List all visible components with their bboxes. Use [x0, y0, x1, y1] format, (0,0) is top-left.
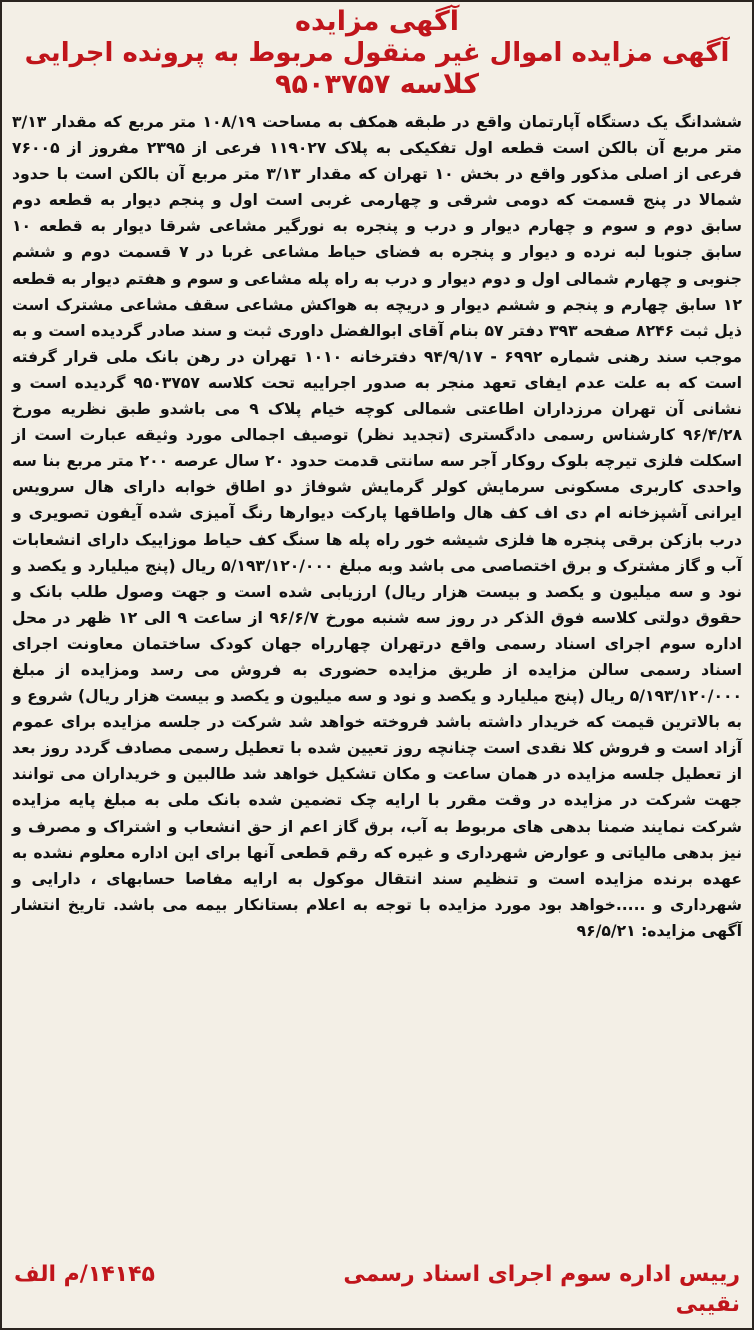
signatory-title: رییس اداره سوم اجرای اسناد رسمی	[343, 1262, 740, 1287]
notice-body: ششدانگ یک دستگاه آپارتمان واقع در طبقه همکف به مساحت ۱۰۸/۱۹ متر مربع که مقدار ۳/۱۳ متر مربع آن بالکن است قطعه اول تفکیکی به پلاک ۱۱۹۰۲۷ فرعی از ۲۳۹۵ مفروز از ۷۶۰۰۵ فرعی از اصلی مذکور واقع در بخش ۱۰ تهران که مقدار ۳/۱۳ متر مربع آن بالکن است با حدود شمالا در پنج قسمت که دومی شرقی و چهارمی غربی است اول و پنجم دیوار به قطعه دوم سابق دوم و سوم و چهارم دیوار و درب و پنجره به نورگیر مشاعی شرقا دیوار به قطعه ۱۰ سابق جنوبا لبه نرده و دیوار و پنجره به فضای حیاط مشاعی غربا در ۷ قسمت دوم و ششم جنوبی و چهارم شمالی اول و دوم دیوار و درب به راه پله مشاعی و سوم و هفتم دیوار به قطعه ۱۲ سابق چهارم و پنجم و ششم دیوار و دریچه به هواکش مشاعی سقف مشاعی مشترک است ذیل ثبت ۸۲۴۶ صفحه ۳۹۳ دفتر ۵۷ بنام آقای ابوالفضل داوری ثبت و سند صادر گردیده است و به موجب سند رهنی شماره ۶۹۹۲ - ۹۴/۹/۱۷ دفترخانه ۱۰۱۰ تهران در رهن بانک ملی قرار گرفته است که به علت عدم ایفای تعهد منجر به صدور اجراییه تحت کلاسه ۹۵۰۳۷۵۷ گردیده است و نشانی آن تهران مرزداران اطاعتی شمالی کوچه خیام پلاک ۹ می باشدو طبق نظریه مورخ ۹۶/۴/۲۸ کارشناس رسمی دادگستری (تجدید نظر) توصیف اجمالی مورد وثیقه عبارت است از اسکلت فلزی تیرچه بلوک روکار آجر سه سانتی قدمت حدود ۲۰ سال عرصه ۲۰۰ متر مربع بنا سه واحدی کاربری مسکونی سرمایش کولر گرمایش شوفاژ دو اطاق خوابه دارای هال سرویس ایرانی آشپزخانه ام دی اف کف هال واطاقها پارکت دیوارها رنگ آمیزی شده آیفون تصویری و درب بازکن برقی پنجره ها فلزی شیشه خور راه پله ها سنگ کف حیاط موزاییک دارای انشعابات آب و گاز مشترک و برق اختصاصی می باشد وبه مبلغ ۵/۱۹۳/۱۲۰/۰۰۰ ریال (پنج میلیارد و یکصد و نود و سه میلیون و یکصد و بیست هزار ریال) ارزیابی شده است و جهت وصول طلب بانک و حقوق دولتی کلاسه فوق الذکر در روز سه شنبه مورخ ۹۶/۶/۷ از ساعت ۹ الی ۱۲ ظهر در محل اداره سوم اجرای اسناد رسمی واقع درتهران چهارراه جهان کودک ساختمان معاونت اجرای اسناد رسمی سالن مزایده از طریق مزایده حضوری به فروش می رسد ومزایده از مبلغ ۵/۱۹۳/۱۲۰/۰۰۰ ریال (پنج میلیارد و یکصد و نود و سه میلیون و یکصد و بیست هزار ریال) شروع و به بالاترین قیمت که خریدار داشته باشد فروخته خواهد شد شرکت در جلسه مزایده برای عموم آزاد است و فروش کلا نقدی است چنانچه روز تعیین شده با تعطیل رسمی مصادف گردد روز بعد از تعطیل جلسه مزایده در همان ساعت و مکان تشکیل خواهد شد طالبین و خریداران می توانند جهت شرکت در مزایده در وقت مقرر با ارایه چک تضمین شده بانک ملی به مبلغ پایه مزایده شرکت نمایند ضمنا بدهی های مربوط به آب، برق گاز اعم از حق انشعاب و اشتراک و مصرف و نیز بدهی مالیاتی و عوارض شهرداری و غیره که رقم قطعی آنها برای این اداره معلوم نشده به عهده برنده مزایده است و تنظیم سند انتقال موکول به ارایه مفاصا حسابهای ، دارایی و شهرداری و .....خواهد بود مورد مزایده با توجه به اعلام بستانکار بیمه می باشد. تاریخ انتشار آگهی مزایده: ۹۶/۵/۲۱	[12, 113, 743, 940]
ad-code: ۱۴۱۴۵/م الف	[14, 1262, 155, 1287]
signature-row	[14, 1260, 740, 1290]
notice-footer	[2, 1260, 752, 1320]
notice-subtitle: آگهی مزایده اموال غیر منقول مربوط به پرونده اجرایی	[24, 38, 730, 68]
notice-header	[2, 2, 752, 101]
signatory-name: نقیبی	[675, 1292, 740, 1317]
case-number: کلاسه ۹۵۰۳۷۵۷	[275, 69, 479, 100]
notice-title: آگهی مزایده	[295, 6, 459, 37]
